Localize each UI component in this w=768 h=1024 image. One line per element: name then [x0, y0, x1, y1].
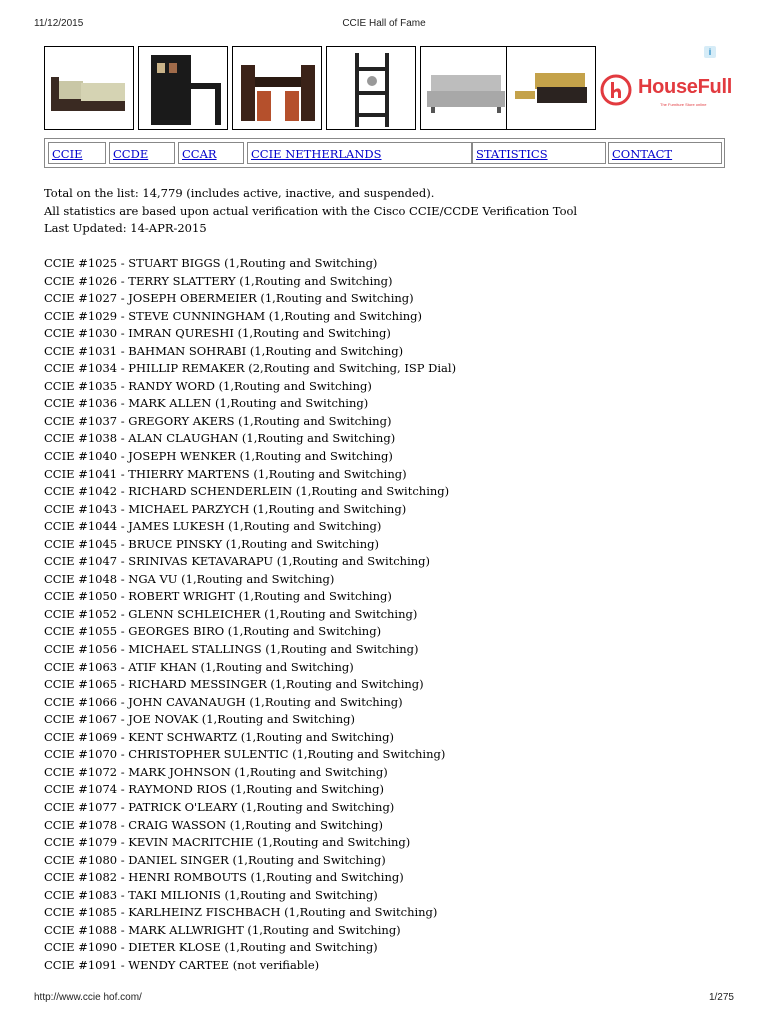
list-item: CCIE #1090 - DIETER KLOSE (1,Routing and Switching) — [44, 940, 378, 955]
list-item: CCIE #1063 - ATIF KHAN (1,Routing and Switching) — [44, 659, 354, 674]
list-item: CCIE #1078 - CRAIG WASSON (1,Routing and Switching) — [44, 817, 383, 832]
list-item: CCIE #1029 - STEVE CUNNINGHAM (1,Routing and Switching) — [44, 308, 423, 323]
nav-item-ccie-netherlands[interactable] — [247, 142, 472, 164]
ad-grey-sofa[interactable] — [420, 46, 510, 130]
list-item: CCIE #1077 - PATRICK O'LEARY (1,Routing and Switching) — [44, 799, 395, 814]
nav-item-contact[interactable] — [608, 142, 722, 164]
list-item: CCIE #1031 - BAHMAN SOHRABI (1,Routing and Switching) — [44, 343, 404, 358]
list-item: CCIE #1030 - IMRAN QURESHI (1,Routing and Switching) — [44, 326, 391, 341]
nav-link-ccie-netherlands[interactable]: CCIE NETHERLANDS — [251, 147, 382, 161]
list-item: CCIE #1027 - JOSEPH OBERMEIER (1,Routing and Switching) — [44, 291, 414, 306]
nav-bar — [44, 138, 725, 168]
list-item: CCIE #1048 - NGA VU (1,Routing and Switching) — [44, 571, 335, 586]
list-item: CCIE #1040 - JOSEPH WENKER (1,Routing and Switching) — [44, 449, 393, 464]
list-item: CCIE #1045 - BRUCE PINSKY (1,Routing and Switching) — [44, 536, 379, 551]
list-item: CCIE #1066 - JOHN CAVANAUGH (1,Routing and Switching) — [44, 694, 403, 709]
list-item: CCIE #1036 - MARK ALLEN (1,Routing and Switching) — [44, 396, 369, 411]
list-item: CCIE #1065 - RICHARD MESSINGER (1,Routing and Switching) — [44, 677, 424, 692]
nav-link-ccde[interactable]: CCDE — [113, 147, 149, 161]
list-item: CCIE #1038 - ALAN CLAUGHAN (1,Routing and Switching) — [44, 431, 396, 446]
list-item: CCIE #1079 - KEVIN MACRITCHIE (1,Routing and Switching) — [44, 835, 411, 850]
sectional-sofa-icon — [45, 47, 135, 131]
list-item: CCIE #1025 - STUART BIGGS (1,Routing and Switching) — [44, 256, 378, 270]
list-item: CCIE #1056 - MICHAEL STALLINGS (1,Routing and Switching) — [44, 642, 419, 657]
page-number: 1/275 — [708, 992, 734, 1003]
list-item: CCIE #1047 - SRINIVAS KETAVARAPU (1,Routing and Switching) — [44, 554, 431, 569]
ad-lounge-sofa[interactable] — [506, 46, 596, 130]
ccie-list — [44, 255, 456, 974]
info-icon[interactable]: i — [704, 46, 716, 58]
list-item: CCIE #1043 - MICHAEL PARZYCH (1,Routing and Switching) — [44, 501, 407, 516]
list-item: CCIE #1091 - WENDY CARTEE (not verifiable) — [44, 957, 320, 972]
total-count: Total on the list: 14,779 (includes active, inactive, and suspended). — [44, 186, 435, 200]
nav-item-ccie[interactable] — [48, 142, 106, 164]
intro-text — [44, 185, 577, 238]
list-item: CCIE #1088 - MARK ALLWRIGHT (1,Routing and Switching) — [44, 922, 401, 937]
list-item: CCIE #1042 - RICHARD SCHENDERLEIN (1,Routing and Switching) — [44, 484, 450, 499]
list-item: CCIE #1067 - JOE NOVAK (1,Routing and Switching) — [44, 712, 355, 727]
list-item: CCIE #1050 - ROBERT WRIGHT (1,Routing and Switching) — [44, 589, 392, 604]
list-item: CCIE #1055 - GEORGES BIRO (1,Routing and Switching) — [44, 624, 382, 639]
list-item: CCIE #1085 - KARLHEINZ FISCHBACH (1,Routing and Switching) — [44, 905, 438, 920]
nav-link-contact[interactable]: CONTACT — [612, 147, 673, 161]
list-item: CCIE #1044 - JAMES LUKESH (1,Routing and Switching) — [44, 519, 382, 534]
nav-item-ccar[interactable] — [178, 142, 244, 164]
print-date: 11/12/2015 — [34, 18, 84, 29]
ad-sofa-sectional[interactable] — [44, 46, 134, 130]
nav-link-ccie[interactable]: CCIE — [52, 147, 83, 161]
list-item: CCIE #1034 - PHILLIP REMAKER (2,Routing and Switching, ISP Dial) — [44, 361, 457, 376]
shelf-icon — [327, 47, 417, 131]
ad-dining-set[interactable] — [232, 46, 322, 130]
list-item: CCIE #1072 - MARK JOHNSON (1,Routing and Switching) — [44, 764, 388, 779]
list-item: CCIE #1041 - THIERRY MARTENS (1,Routing and Switching) — [44, 466, 407, 481]
study-desk-icon — [139, 47, 229, 131]
list-item: CCIE #1035 - RANDY WORD (1,Routing and Switching) — [44, 378, 372, 393]
list-item: CCIE #1080 - DANIEL SINGER (1,Routing and Switching) — [44, 852, 386, 867]
brand-tagline: The Furniture Store online — [660, 102, 707, 107]
footer-url[interactable]: http://www.ccie hof.com/ — [34, 992, 142, 1003]
nav-item-ccde[interactable] — [109, 142, 175, 164]
list-item: CCIE #1083 - TAKI MILIONIS (1,Routing and Switching) — [44, 887, 378, 902]
dining-set-icon — [233, 47, 323, 131]
verification-note: All statistics are based upon actual verification with the Cisco CCIE/CCDE Verification Tool — [44, 203, 578, 218]
list-item: CCIE #1069 - KENT SCHWARTZ (1,Routing and Switching) — [44, 729, 394, 744]
brand-name: HouseFull — [638, 76, 732, 98]
ad-shelf[interactable] — [326, 46, 416, 130]
grey-sofa-icon — [421, 47, 511, 131]
list-item: CCIE #1052 - GLENN SCHLEICHER (1,Routing and Switching) — [44, 606, 418, 621]
nav-item-statistics[interactable] — [472, 142, 606, 164]
housefull-h-icon — [598, 72, 634, 108]
nav-link-ccar[interactable]: CCAR — [182, 147, 217, 161]
print-title: CCIE Hall of Fame — [342, 18, 426, 29]
housefull-logo[interactable] — [598, 72, 738, 112]
last-updated: Last Updated: 14-APR-2015 — [44, 221, 207, 235]
list-item: CCIE #1037 - GREGORY AKERS (1,Routing and Switching) — [44, 413, 392, 428]
ad-study-desk[interactable] — [138, 46, 228, 130]
list-item: CCIE #1070 - CHRISTOPHER SULENTIC (1,Routing and Switching) — [44, 747, 446, 762]
list-item: CCIE #1074 - RAYMOND RIOS (1,Routing and Switching) — [44, 782, 384, 797]
list-item: CCIE #1026 - TERRY SLATTERY (1,Routing and Switching) — [44, 273, 393, 288]
lounge-sofa-icon — [507, 47, 597, 131]
ad-banner[interactable] — [44, 46, 734, 132]
list-item: CCIE #1082 - HENRI ROMBOUTS (1,Routing and Switching) — [44, 870, 404, 885]
nav-link-statistics[interactable]: STATISTICS — [476, 147, 548, 161]
